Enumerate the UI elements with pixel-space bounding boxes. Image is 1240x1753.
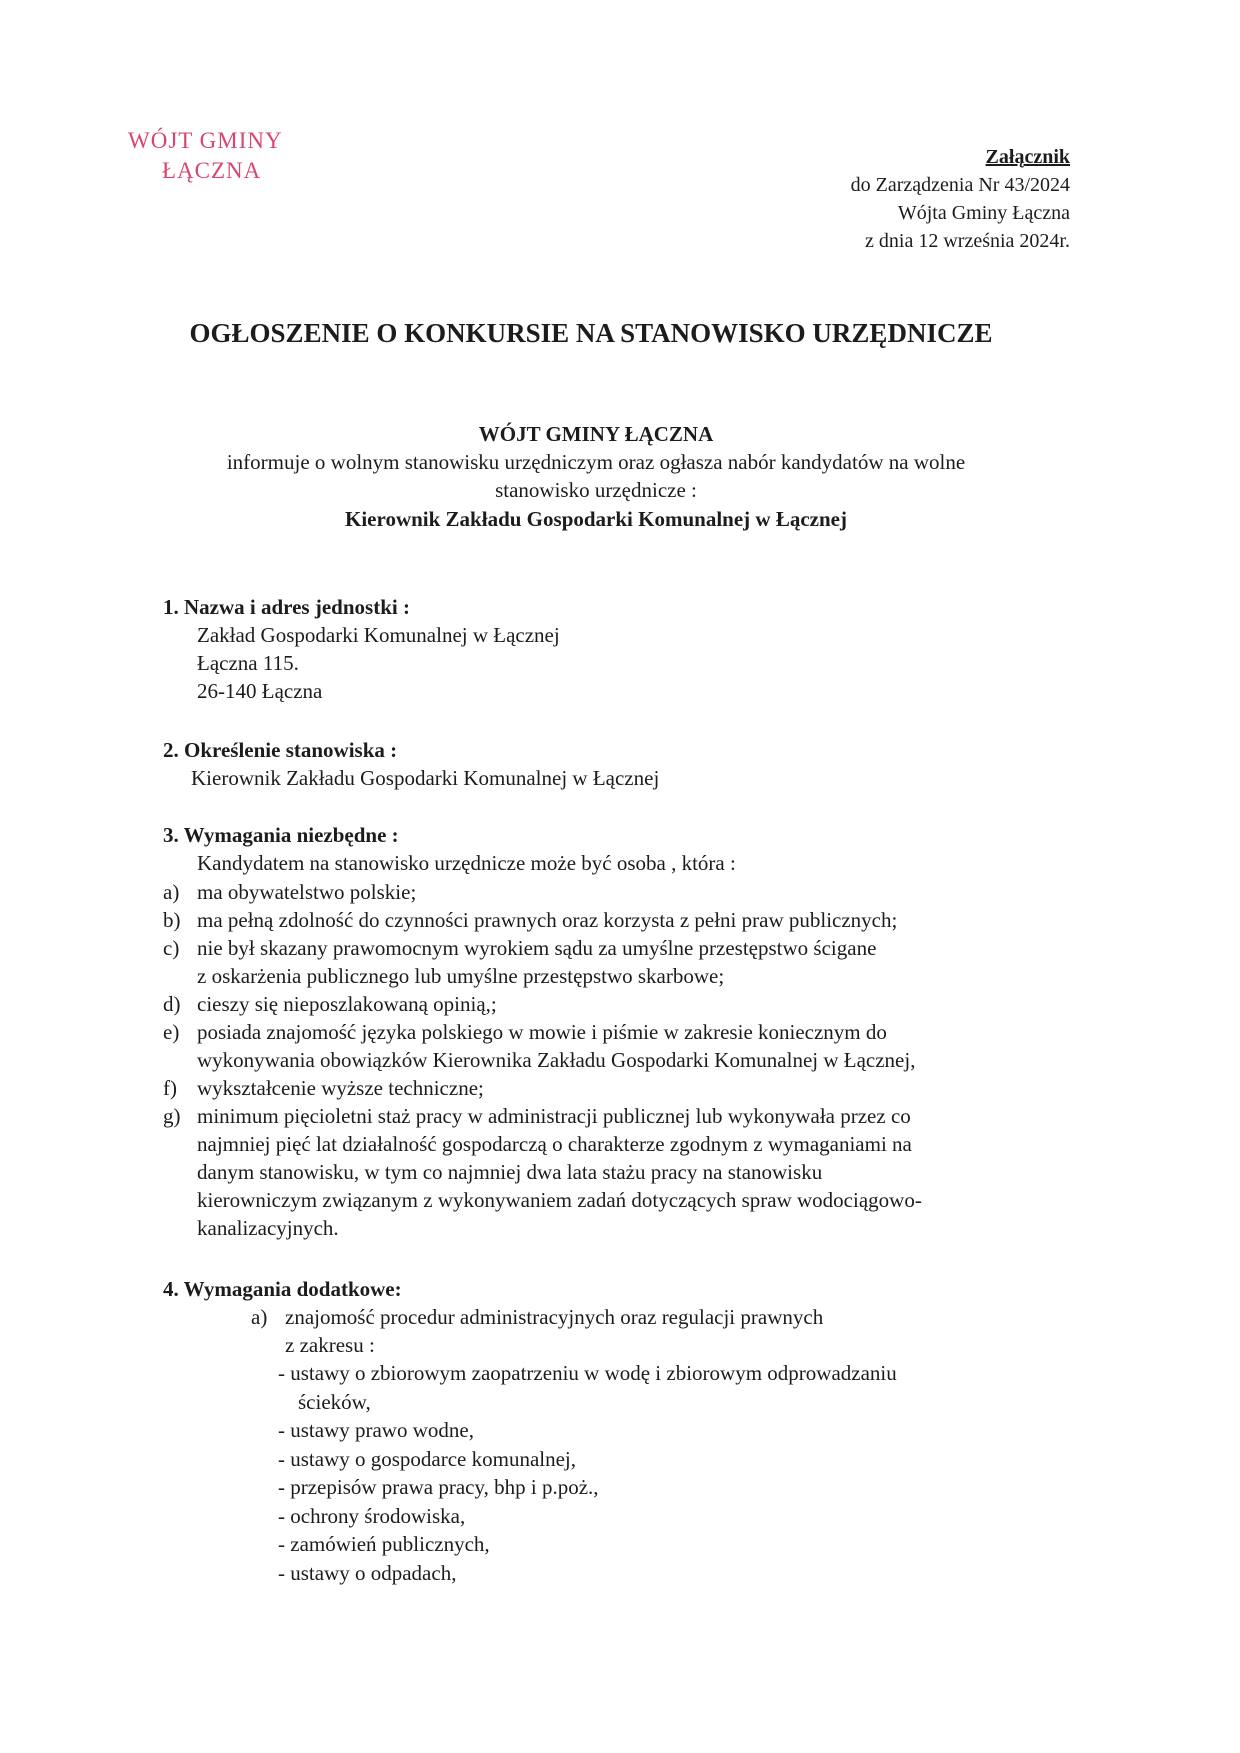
- attachment-line-1: do Zarządzenia Nr 43/2024: [850, 174, 1070, 196]
- list-marker: e): [163, 1020, 180, 1044]
- section-4-heading: 4. Wymagania dodatkowe:: [163, 1277, 402, 1301]
- bullet-item: - ustawy o zbiorowym zaopatrzeniu w wodę i zbiorowym odprowadzaniu: [278, 1361, 897, 1385]
- list-marker: a): [251, 1305, 268, 1329]
- list-item-text: najmniej pięć lat działalność gospodarczą o charakterze zgodnym z wymaganiami na: [197, 1132, 912, 1156]
- office-stamp: [128, 126, 283, 186]
- announcer-text-1: informuje o wolnym stanowisku urzędniczym oraz ogłasza nabór kandydatów na wolne: [226, 450, 966, 474]
- section-1-line: Łączna 115.: [197, 651, 299, 675]
- stamp-line-2: ŁĄCZNA: [162, 158, 262, 183]
- list-item: [163, 990, 1083, 1018]
- list-item-text: cieszy się nieposzlakowaną opinią,;: [197, 992, 497, 1016]
- attachment-line-3: z dnia 12 września 2024r.: [865, 230, 1070, 252]
- section-1: [163, 593, 560, 705]
- announcer-block: [120, 420, 1072, 534]
- section-4: [163, 1275, 1083, 1587]
- bullet-item: - zamówień publicznych,: [278, 1532, 490, 1556]
- list-marker: c): [163, 936, 180, 960]
- list-item-text: danym stanowisku, w tym co najmniej dwa lata stażu pracy na stanowisku: [197, 1160, 823, 1184]
- bullet-item: - ustawy o odpadach,: [278, 1560, 457, 1585]
- list-item-text: ma pełną zdolność do czynności prawnych oraz korzysta z pełni praw publicznych;: [197, 908, 898, 932]
- list-item-text: minimum pięcioletni staż pracy w administracji publicznej lub wykonywała przez co: [197, 1104, 911, 1128]
- requirements-list: [163, 1359, 1083, 1587]
- section-3-intro: Kandydatem na stanowisko urzędnicze może być osoba , która :: [197, 851, 736, 875]
- section-3-heading: 3. Wymagania niezbędne :: [163, 823, 399, 847]
- attachment-line-2: Wójta Gminy Łączna: [897, 202, 1070, 224]
- announcer-name: WÓJT GMINY ŁĄCZNA: [478, 422, 714, 446]
- bullet-item: - ochrony środowiska,: [278, 1503, 466, 1528]
- section-3-list: [163, 878, 1083, 1242]
- list-item: [163, 1102, 1083, 1242]
- list-marker: d): [163, 992, 181, 1016]
- attachment-title: Załącznik: [985, 146, 1070, 168]
- bullet-item: - przepisów prawa pracy, bhp i p.poż.,: [278, 1475, 599, 1499]
- announced-position: Kierownik Zakładu Gospodarki Komunalnej w Łącznej: [345, 507, 847, 531]
- list-marker: g): [163, 1104, 181, 1128]
- list-item-text: ma obywatelstwo polskie;: [197, 880, 417, 904]
- section-2: [163, 736, 659, 792]
- list-item-text: kierowniczym związanym z wykonywaniem zadań dotyczących spraw wodociągowo-: [197, 1188, 922, 1212]
- section-2-text: Kierownik Zakładu Gospodarki Komunalnej w Łącznej: [191, 766, 660, 790]
- section-2-heading: 2. Określenie stanowiska :: [163, 738, 398, 762]
- list-item: [163, 1074, 1083, 1102]
- bullet-item-continuation: ścieków,: [298, 1389, 371, 1414]
- main-title: OGŁOSZENIE O KONKURSIE NA STANOWISKO URZĘDNICZE: [189, 318, 993, 348]
- list-item: [163, 934, 1083, 990]
- stamp-line-1: WÓJT GMINY: [128, 128, 283, 153]
- section-1-line: 26-140 Łączna: [197, 679, 323, 703]
- list-marker: f): [163, 1076, 177, 1100]
- attachment-header: [851, 143, 1070, 255]
- list-item-text: znajomość procedur administracyjnych oraz regulacji prawnych: [285, 1305, 824, 1329]
- list-item-text: wykształcenie wyższe techniczne;: [197, 1076, 484, 1100]
- list-item-text: nie był skazany prawomocnym wyrokiem sądu za umyślne przestępstwo ścigane: [197, 936, 877, 960]
- list-item-text: z zakresu :: [285, 1333, 375, 1357]
- list-item-text: wykonywania obowiązków Kierownika Zakładu Gospodarki Komunalnej w Łącznej,: [197, 1048, 916, 1072]
- section-1-line: Zakład Gospodarki Komunalnej w Łącznej: [197, 623, 560, 647]
- bullet-item: - ustawy prawo wodne,: [278, 1418, 474, 1442]
- list-item: [163, 906, 1083, 934]
- list-item: [163, 1303, 1083, 1359]
- bullet-item: - ustawy o gospodarce komunalnej,: [278, 1446, 577, 1471]
- list-item: [163, 878, 1083, 906]
- section-1-heading: 1. Nazwa i adres jednostki :: [163, 595, 410, 619]
- list-item-text: kanalizacyjnych.: [197, 1216, 339, 1240]
- list-item-text: z oskarżenia publicznego lub umyślne przestępstwo skarbowe;: [197, 964, 725, 988]
- announcer-text-2: stanowisko urzędnicze :: [495, 478, 697, 502]
- list-item-text: posiada znajomość języka polskiego w mowie i piśmie w zakresie koniecznym do: [197, 1020, 887, 1044]
- list-item: [163, 1018, 1083, 1074]
- list-marker: b): [163, 908, 181, 932]
- section-3: [163, 821, 1083, 877]
- list-marker: a): [163, 880, 180, 904]
